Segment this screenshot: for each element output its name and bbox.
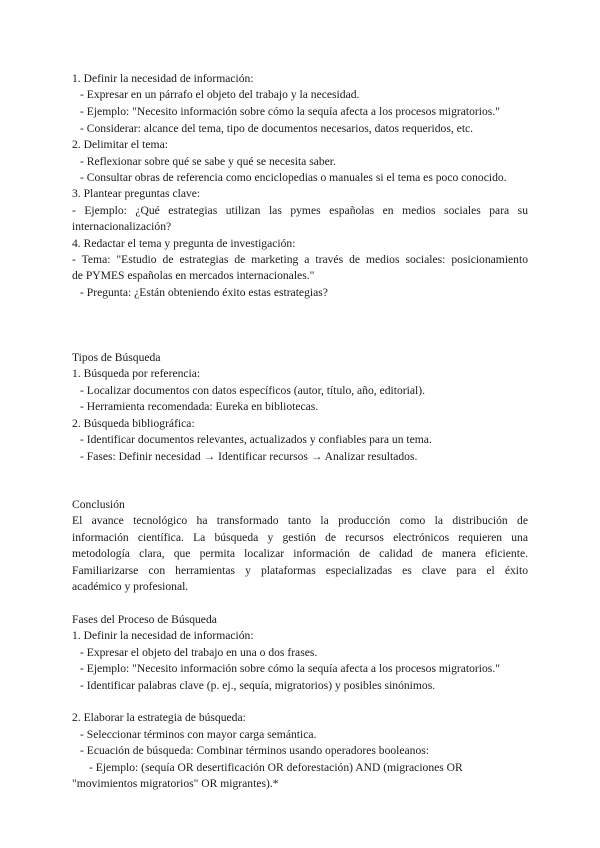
fase-2-heading: 2. Elaborar la estrategia de búsqueda: bbox=[72, 711, 246, 724]
fase-1-item-2: - Ejemplo: "Necesito información sobre cómo la sequía afecta a los procesos migratorios." bbox=[80, 662, 500, 675]
fase-2-example-line-2: "movimientos migratorios" OR migrantes).* bbox=[72, 777, 279, 790]
step-2-item-2: - Consultar obras de referencia como enciclopedias o manuales si el tema es poco conocido. bbox=[80, 171, 507, 184]
step-4-tema-line-2: de PYMES españolas en mercados internacionales." bbox=[72, 269, 315, 282]
step-4-tema-line-1: - Tema: "Estudio de estrategias de marketing a través de medios sociales: posicionamiento bbox=[72, 253, 528, 266]
step-1-heading: 1. Definir la necesidad de información: bbox=[72, 72, 254, 85]
conclusion-line-4: Familiarizarse con herramientas y plataformas especializadas es clave para el éxito bbox=[72, 564, 528, 577]
tipo-2-heading: 2. Búsqueda bibliográfica: bbox=[72, 417, 195, 430]
tipo-1-heading: 1. Búsqueda por referencia: bbox=[72, 367, 201, 380]
conclusion-line-3: metodología clara, que permita localizar información de calidad de manera eficiente. bbox=[72, 547, 528, 560]
tipo-2-item-1: - Identificar documentos relevantes, actualizados y confiables para un tema. bbox=[80, 433, 432, 446]
fase-2-example-line-1: - Ejemplo: (sequía OR desertificación OR deforestación) AND (migraciones OR bbox=[89, 761, 463, 774]
step-3-heading: 3. Plantear preguntas clave: bbox=[72, 187, 201, 200]
conclusion-line-2: información científica. La búsqueda y gestión de recursos electrónicos requieren una bbox=[72, 531, 528, 544]
tipo-1-item-1: - Localizar documentos con datos específicos (autor, título, año, editorial). bbox=[80, 384, 425, 397]
tipos-busqueda-heading: Tipos de Búsqueda bbox=[72, 351, 161, 364]
fase-2-item-1: - Seleccionar términos con mayor carga semántica. bbox=[80, 728, 317, 741]
step-1-item-3: - Considerar: alcance del tema, tipo de documentos necesarios, datos requeridos, etc. bbox=[80, 122, 474, 135]
tipo-1-item-2: - Herramienta recomendada: Eureka en bibliotecas. bbox=[80, 400, 319, 413]
step-4-pregunta: - Pregunta: ¿Están obteniendo éxito estas estrategias? bbox=[80, 286, 328, 299]
fase-2-item-2: - Ecuación de búsqueda: Combinar términos usando operadores booleanos: bbox=[80, 744, 430, 757]
conclusion-heading: Conclusión bbox=[72, 498, 125, 511]
fase-1-item-3: - Identificar palabras clave (p. ej., sequía, migratorios) y posibles sinónimos. bbox=[80, 679, 436, 692]
fases-heading: Fases del Proceso de Búsqueda bbox=[72, 613, 217, 626]
conclusion-line-1: El avance tecnológico ha transformado tanto la producción como la distribución de bbox=[72, 514, 528, 527]
step-3-example-line-1: - Ejemplo: ¿Qué estrategias utilizan las pymes españolas en medios sociales para su bbox=[72, 204, 528, 217]
step-2-heading: 2. Delimitar el tema: bbox=[72, 138, 168, 151]
step-1-item-2: - Ejemplo: "Necesito información sobre cómo la sequía afecta a los procesos migratorios." bbox=[80, 105, 500, 118]
fase-1-heading: 1. Definir la necesidad de información: bbox=[72, 629, 254, 642]
step-3-example-line-2: internacionalización? bbox=[72, 220, 172, 233]
tipo-2-item-2: - Fases: Definir necesidad → Identificar recursos → Analizar resultados. bbox=[80, 450, 418, 463]
step-1-item-1: - Expresar en un párrafo el objeto del trabajo y la necesidad. bbox=[80, 88, 360, 101]
conclusion-line-5: académico y profesional. bbox=[72, 580, 189, 593]
step-2-item-1: - Reflexionar sobre qué se sabe y qué se necesita saber. bbox=[80, 155, 336, 168]
step-4-heading: 4. Redactar el tema y pregunta de investigación: bbox=[72, 237, 296, 250]
fase-1-item-1: - Expresar el objeto del trabajo en una o dos frases. bbox=[80, 646, 318, 659]
